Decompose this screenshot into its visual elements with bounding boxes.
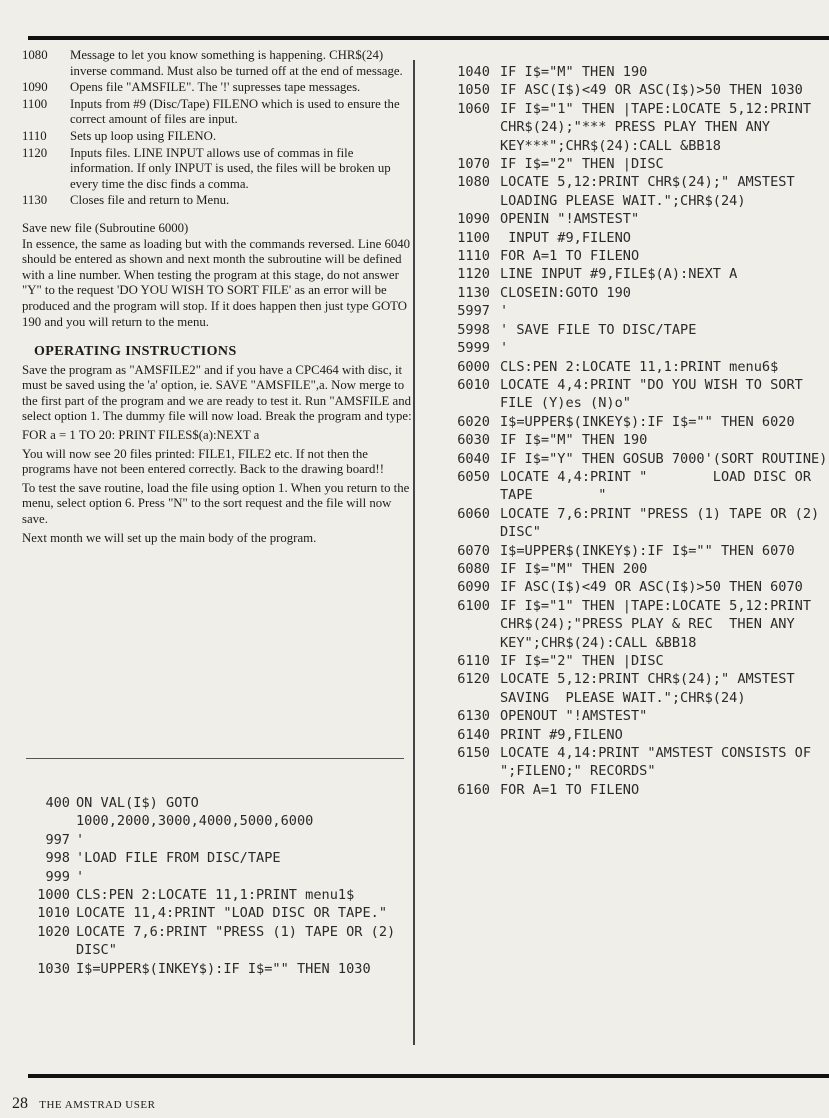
code-line [430,597,828,652]
code-line-text: ' [500,340,509,357]
code-line-text: I$=UPPER$(INKEY$):IF I$="" THEN 6020 [500,413,795,430]
note-description: Inputs files. LINE INPUT allows use of commas in file information. If only INPUT is used, the files will be broken up every time the disc finds a comma. [70,145,391,191]
code-line-number: 6100 [457,597,490,614]
code-line-number: 999 [45,868,70,885]
code-line [430,652,828,670]
instructions-command: FOR a = 1 TO 20: PRINT FILES$(a):NEXT a [22,428,260,443]
code-line-text: OPENOUT "!AMSTEST" [500,708,648,725]
code-line [430,744,828,781]
code-line-text: IF I$="2" THEN |DISC [500,653,664,669]
code-line-text: ' SAVE FILE TO DISC/TAPE [500,321,697,338]
code-line-number: 1130 [457,284,490,301]
code-line-number: 998 [45,850,70,867]
code-line [430,284,828,302]
code-line-number: 1070 [457,156,490,173]
code-line [430,81,828,99]
code-line [430,707,828,725]
code-line-number: 6020 [457,413,490,430]
line-note [22,80,416,96]
code-line-text: CLS:PEN 2:LOCATE 11,1:PRINT menu1$ [76,887,355,904]
code-line-number: 6030 [457,432,490,449]
code-line-text: FOR A=1 TO FILENO [500,248,640,265]
code-line [430,63,828,81]
code-line-number: 1000 [37,887,70,904]
save-section [22,221,416,330]
code-line-text: IF I$="Y" THEN GOSUB 7000'(SORT ROUTINE) [500,450,828,467]
code-line [430,100,828,155]
code-line [430,229,828,247]
code-line [430,670,828,707]
code-line [430,468,828,505]
code-line-number: 6160 [457,781,490,798]
code-line-text: IF I$="1" THEN |TAPE:LOCATE 5,12:PRINT CHR$(24);"PRESS PLAY & REC THEN ANY KEY";CHR$(24):CALL &BB18 [500,597,820,651]
code-line [430,413,828,431]
code-line-number: 400 [45,795,70,811]
code-line [430,339,828,357]
code-line-number: 1100 [457,229,490,246]
code-line [14,904,406,922]
magazine-name: THE AMSTRAD USER [39,1099,156,1111]
section-heading: OPERATING INSTRUCTIONS [34,344,237,360]
code-line [430,505,828,542]
code-line [430,542,828,560]
code-line-number: 6110 [457,653,490,669]
code-line-number: 6120 [457,671,490,688]
note-line-number: 1090 [22,80,48,95]
code-line-text: 'LOAD FILE FROM DISC/TAPE [76,850,281,867]
code-line-number: 1020 [37,923,70,940]
code-line-number: 6090 [457,579,490,596]
code-line-number: 1090 [457,211,490,228]
code-line-text: IF ASC(I$)<49 OR ASC(I$)>50 THEN 1030 [500,82,803,99]
instructions-paragraph: Save the program as "AMSFILE2" and if you have a CPC464 with disc, it must be saved using the 'a' option, ie. SAVE "AMSFILE",a. Now merge to the first part of the program and we are ready to test it. Run "AMSFILE and select option 1. The dummy file will now load. Break the program and type: [22,362,412,424]
instructions-paragraph: To test the save routine, load the file using option 1. When you return to the menu, select option 6. Press "N" to the sort request and the file will now save. [22,480,410,527]
code-line-number: 5999 [457,340,490,357]
code-line [14,831,406,849]
line-note [22,129,416,145]
code-line-number: 6130 [457,708,490,725]
code-line-number: 6140 [457,726,490,743]
save-section-lead: Save new file (Subroutine 6000) [22,220,189,235]
bottom-rule [28,1074,829,1078]
note-description: Opens file "AMSFILE". The '!' supresses tape messages. [70,80,361,95]
code-line-number: 6070 [457,542,490,559]
code-line [430,173,828,210]
note-description: Closes file and return to Menu. [70,193,230,208]
code-line [14,868,406,886]
note-line-number: 1110 [22,128,47,143]
code-line-number: 1040 [457,64,490,80]
code-line-text: LOCATE 7,6:PRINT "PRESS (1) TAPE OR (2) DISC" [76,923,404,959]
code-line [430,560,828,578]
code-line-text: IF I$="1" THEN |TAPE:LOCATE 5,12:PRINT CHR$(24);"*** PRESS PLAY THEN ANY KEY***";CHR$(24):CALL &BB18 [500,100,820,154]
code-line-text: OPENIN "!AMSTEST" [500,211,640,228]
line-notes [22,48,416,209]
code-line-number: 5997 [457,303,490,320]
code-line-text: CLS:PEN 2:LOCATE 11,1:PRINT menu6$ [500,358,779,375]
left-column-split-rule [26,758,404,759]
code-line [430,210,828,228]
top-rule [28,36,829,40]
note-line-number: 1100 [22,96,48,111]
code-line-text: FOR A=1 TO FILENO [500,781,640,798]
save-section-body: In essence, the same as loading but with the commands reversed. Line 6040 should be entered as shown and next month the subroutine will be defined with a line number. When testing the program at this stage, do not answer "Y" to the request 'DO YOU WISH TO SORT FILE' as an error will be produced and the program will stop. If it does happen then just type GOTO 190 and you will return to the menu. [22,236,411,329]
code-line-text: INPUT #9,FILENO [500,229,631,246]
code-line [430,578,828,596]
code-line [430,265,828,283]
note-line-number: 1130 [22,193,48,208]
line-note [22,97,416,128]
code-line [14,960,406,978]
code-line [14,923,406,960]
line-note [22,48,416,79]
code-line [430,781,828,799]
code-line [14,886,406,904]
code-line-number: 1050 [457,82,490,99]
code-line-text: LOCATE 5,12:PRINT CHR$(24);" AMSTEST LOADING PLEASE WAIT.";CHR$(24) [500,174,803,209]
code-line-text: LOCATE 11,4:PRINT "LOAD DISC OR TAPE." [76,905,387,922]
code-listing-right [430,63,828,799]
code-line-text: LOCATE 4,4:PRINT "DO YOU WISH TO SORT FILE (Y)es (N)o" [500,376,812,412]
code-line [430,726,828,744]
code-line [430,302,828,320]
code-line [430,155,828,173]
code-line-number: 6010 [457,376,490,393]
code-line [430,321,828,339]
note-line-number: 1080 [22,48,48,62]
code-line-number: 1010 [37,905,70,922]
note-description: Inputs from #9 (Disc/Tape) FILENO which is used to ensure the correct amount of files are input. [70,96,400,127]
code-line-number: 1110 [457,248,490,265]
code-line-number: 6150 [457,745,490,762]
code-line-text: PRINT #9,FILENO [500,726,623,743]
code-line-text: I$=UPPER$(INKEY$):IF I$="" THEN 1030 [76,960,371,977]
code-line-number: 1030 [37,960,70,977]
code-line-number: 997 [45,831,70,848]
code-line-number: 1060 [457,100,490,117]
line-note [22,193,416,209]
code-line-number: 5998 [457,321,490,338]
code-line-number: 6080 [457,560,490,577]
code-line-text: LOCATE 5,12:PRINT CHR$(24);" AMSTEST SAVING PLEASE WAIT.";CHR$(24) [500,671,812,706]
code-line-text: IF I$="M" THEN 190 [500,432,648,449]
note-description: Message to let you know something is happening. CHR$(24) inverse command. Must also be turned off at the end of message. [70,48,403,78]
code-line-number: 1120 [457,266,490,283]
code-line-text: LOCATE 4,14:PRINT "AMSTEST CONSISTS OF ";FILENO;" RECORDS" [500,745,820,780]
code-line [430,431,828,449]
page-number: 28 [12,1095,28,1112]
code-line [430,358,828,376]
article-text [22,48,416,546]
code-line [430,450,828,468]
code-line-number: 6000 [457,358,490,375]
page-footer [12,1095,155,1113]
code-line-number: 6040 [457,450,490,467]
code-line-text: IF I$="M" THEN 200 [500,560,648,577]
code-line [430,247,828,265]
code-line [430,376,828,413]
code-listing-left [14,794,406,978]
code-line-text: I$=UPPER$(INKEY$):IF I$="" THEN 6070 [500,542,795,559]
code-line-text: IF ASC(I$)<49 OR ASC(I$)>50 THEN 6070 [500,579,803,596]
instructions-paragraph: You will now see 20 files printed: FILE1, FILE2 etc. If not then the programs have not been entered correctly. Back to the drawing board!! [22,446,384,477]
code-line [14,794,406,831]
code-line-text: IF I$="M" THEN 190 [500,64,648,80]
code-line-text: ON VAL(I$) GOTO 1000,2000,3000,4000,5000,6000 [76,795,314,830]
line-note [22,146,416,193]
note-description: Sets up loop using FILENO. [70,128,217,143]
code-line [14,849,406,867]
code-line-number: 6050 [457,468,490,485]
code-line-text: ' [76,868,85,885]
code-line-text: IF I$="2" THEN |DISC [500,156,664,173]
code-line-text: ' [76,831,85,848]
code-line-text: LINE INPUT #9,FILE$(A):NEXT A [500,266,738,283]
code-line-text: LOCATE 7,6:PRINT "PRESS (1) TAPE OR (2) DISC" [500,505,828,541]
code-line-number: 6060 [457,505,490,522]
code-line-text: ' [500,303,509,320]
note-line-number: 1120 [22,145,48,160]
instructions-paragraph: Next month we will set up the main body of the program. [22,530,317,545]
code-line-text: LOCATE 4,4:PRINT " LOAD DISC OR TAPE " [500,468,820,504]
code-line-number: 1080 [457,174,490,191]
code-line-text: CLOSEIN:GOTO 190 [500,284,631,301]
